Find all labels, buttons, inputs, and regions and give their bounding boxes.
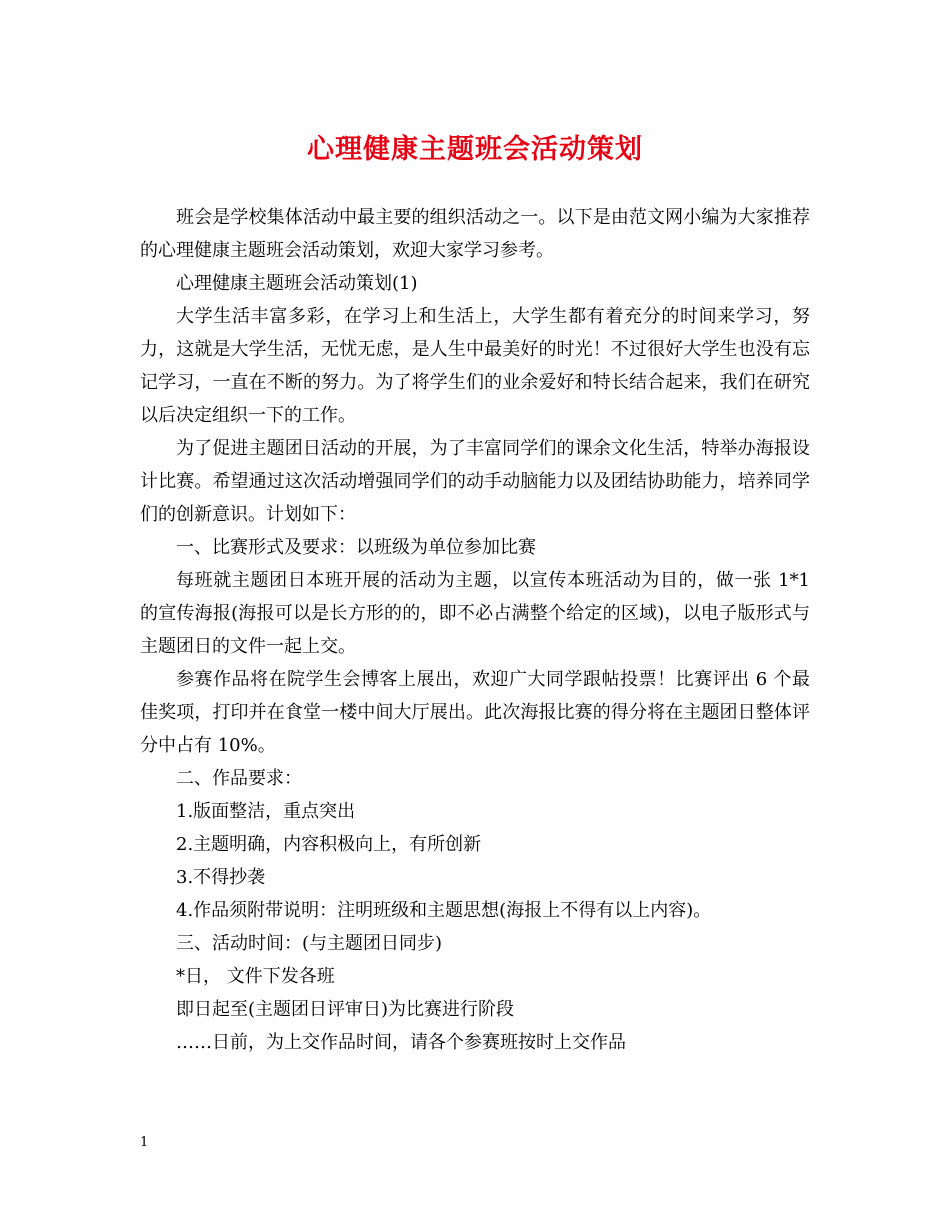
heading-activity-time: 三、活动时间：(与主题团日同步) bbox=[176, 933, 443, 954]
schedule-item-1: *日， 文件下发各班 bbox=[176, 966, 335, 987]
list-item-requirement-2: 2.主题明确，内容积极向上，有所创新 bbox=[176, 834, 482, 855]
document-body bbox=[140, 201, 810, 1059]
section-heading-plan-1: 心理健康主题班会活动策划(1) bbox=[176, 273, 418, 294]
page-number: 1 bbox=[140, 1135, 149, 1150]
list-item-requirement-4: 4.作品须附带说明：注明班级和主题思想(海报上不得有以上内容)。 bbox=[176, 900, 712, 921]
list-item-requirement-1: 1.版面整洁，重点突出 bbox=[176, 801, 356, 822]
list-item-requirement-3: 3.不得抄袭 bbox=[176, 867, 266, 888]
schedule-item-2: 即日起至(主题团日评审日)为比赛进行阶段 bbox=[176, 999, 515, 1020]
paragraph-exhibition: 参赛作品将在院学生会博客上展出，欢迎广大同学跟帖投票！比赛评出 6 个最佳奖项，打印并在食堂一楼中间大厅展出。此次海报比赛的得分将在主题团日整体评分中占有 10%。 bbox=[140, 669, 810, 756]
paragraph-college-life: 大学生活丰富多彩，在学习上和生活上，大学生都有着充分的时间来学习，努力，这就是大学生活，无忧无虑，是人生中最美好的时光！不过很好大学生也没有忘记学习，一直在不断的努力。为了将学生们的业余爱好和特长结合起来，我们在研究以后决定组织一下的工作。 bbox=[140, 306, 810, 426]
paragraph-purpose: 为了促进主题团日活动的开展，为了丰富同学们的课余文化生活，特举办海报设计比赛。希望通过这次活动增强同学们的动手动脑能力以及团结协助能力，培养同学们的创新意识。计划如下： bbox=[140, 438, 810, 525]
document-title: 心理健康主题班会活动策划 bbox=[307, 134, 643, 165]
heading-competition-format: 一、比赛形式及要求：以班级为单位参加比赛 bbox=[176, 537, 536, 558]
paragraph-intro: 班会是学校集体活动中最主要的组织活动之一。以下是由范文网小编为大家推荐的心理健康主题班会活动策划，欢迎大家学习参考。 bbox=[140, 207, 810, 261]
schedule-item-3: ……日前，为上交作品时间，请各个参赛班按时上交作品 bbox=[176, 1032, 626, 1053]
paragraph-poster-requirements: 每班就主题团日本班开展的活动为主题，以宣传本班活动为目的，做一张 1*1 的宣传海报(海报可以是长方形的的，即不必占满整个给定的区域)，以电子版形式与主题团日的文件一起上交。 bbox=[140, 570, 810, 657]
heading-work-requirements: 二、作品要求： bbox=[176, 768, 302, 789]
